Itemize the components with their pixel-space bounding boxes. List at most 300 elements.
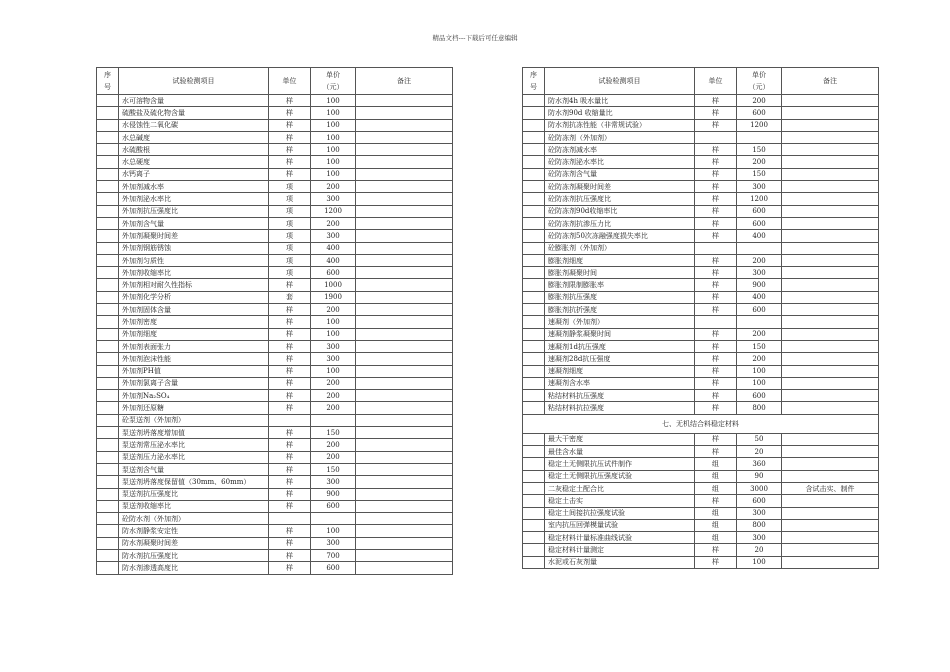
price-cell: 100 (311, 131, 356, 143)
unit-cell: 样 (695, 390, 737, 402)
price-cell: 20 (737, 544, 782, 556)
seq-cell (97, 131, 119, 143)
header-unit: 单位 (269, 68, 311, 95)
table-row (523, 131, 879, 143)
table-row (523, 402, 879, 414)
header-remark: 备注 (356, 68, 453, 95)
price-cell: 100 (311, 156, 356, 168)
price-cell: 300 (737, 181, 782, 193)
seq-cell (523, 193, 545, 205)
seq-cell (523, 95, 545, 107)
unit-cell: 项 (269, 254, 311, 266)
remark-cell (782, 193, 879, 205)
unit-cell: 样 (269, 451, 311, 463)
price-cell: 100 (311, 328, 356, 340)
item-cell: 硫酸盐及硫化物含量 (119, 107, 269, 119)
seq-cell (523, 156, 545, 168)
seq-cell (97, 279, 119, 291)
seq-cell (523, 267, 545, 279)
price-cell: 400 (737, 230, 782, 242)
remark-cell (356, 488, 453, 500)
table-row (523, 267, 879, 279)
table-row (97, 377, 453, 389)
price-cell: 150 (737, 144, 782, 156)
remark-cell (782, 390, 879, 402)
table-row (97, 488, 453, 500)
item-cell: 外加剂含气量 (119, 217, 269, 229)
remark-cell (356, 267, 453, 279)
remark-cell (782, 181, 879, 193)
table-row (523, 446, 879, 458)
item-cell: 速凝剂静浆凝聚时间 (545, 328, 695, 340)
price-table-left (96, 67, 453, 575)
unit-cell: 样 (269, 144, 311, 156)
item-cell: 稳定土无侧限抗压强度试验 (545, 470, 695, 482)
seq-cell (523, 556, 545, 568)
price-cell (737, 242, 782, 254)
table-row (523, 304, 879, 316)
remark-cell (356, 402, 453, 414)
remark-cell (782, 144, 879, 156)
table-body-right-b (523, 433, 879, 568)
remark-cell (782, 230, 879, 242)
item-cell: 速凝剂28d抗压强度 (545, 353, 695, 365)
seq-cell (523, 291, 545, 303)
price-cell: 100 (311, 525, 356, 537)
table-row (523, 328, 879, 340)
seq-cell (523, 353, 545, 365)
price-cell: 100 (737, 365, 782, 377)
remark-cell (782, 205, 879, 217)
price-cell: 100 (737, 556, 782, 568)
remark-cell (356, 439, 453, 451)
price-cell: 600 (737, 304, 782, 316)
price-cell: 200 (737, 156, 782, 168)
unit-cell: 样 (269, 353, 311, 365)
remark-cell (356, 316, 453, 328)
item-cell: 速凝剂细度 (545, 365, 695, 377)
table-row (523, 458, 879, 470)
unit-cell: 样 (695, 556, 737, 568)
seq-cell (97, 316, 119, 328)
remark-cell (782, 507, 879, 519)
table-header-row (523, 68, 879, 95)
seq-cell (523, 495, 545, 507)
item-cell: 外加剂凝聚时间差 (119, 230, 269, 242)
table-row (97, 463, 453, 475)
unit-cell: 项 (269, 205, 311, 217)
seq-cell (97, 193, 119, 205)
item-cell: 稳定材料计量标准曲线试验 (545, 532, 695, 544)
price-cell (737, 131, 782, 143)
item-cell: 速凝剂（外加剂） (545, 316, 695, 328)
item-cell: 二灰稳定土配合比 (545, 482, 695, 494)
unit-cell (695, 242, 737, 254)
table-row (97, 254, 453, 266)
seq-cell (97, 476, 119, 488)
remark-cell (356, 451, 453, 463)
seq-cell (97, 390, 119, 402)
remark-cell (782, 316, 879, 328)
seq-cell (97, 156, 119, 168)
remark-cell (356, 513, 453, 525)
price-cell: 300 (311, 340, 356, 352)
item-cell: 防水剂90d 收缩量比 (545, 107, 695, 119)
item-cell: 外加剂PH值 (119, 365, 269, 377)
remark-cell (782, 291, 879, 303)
seq-cell (523, 544, 545, 556)
unit-cell: 样 (269, 316, 311, 328)
item-cell: 防水剂凝聚时间差 (119, 537, 269, 549)
remark-cell (356, 537, 453, 549)
seq-cell (97, 168, 119, 180)
unit-cell: 样 (269, 390, 311, 402)
section-title: 七、无机结合料稳定材料 (523, 414, 879, 433)
price-cell: 100 (311, 168, 356, 180)
price-cell: 100 (737, 377, 782, 389)
price-cell: 200 (311, 304, 356, 316)
unit-cell: 样 (695, 119, 737, 131)
price-cell: 200 (311, 390, 356, 402)
item-cell: 泵送剂收缩率比 (119, 500, 269, 512)
item-cell: 砼防冻剂凝聚时间差 (545, 181, 695, 193)
item-cell: 膨胀剂细度 (545, 254, 695, 266)
remark-cell (356, 242, 453, 254)
price-cell: 100 (311, 365, 356, 377)
price-cell: 800 (737, 402, 782, 414)
price-cell (737, 316, 782, 328)
unit-cell: 样 (695, 168, 737, 180)
seq-cell (523, 519, 545, 531)
unit-cell: 样 (695, 144, 737, 156)
table-row (523, 519, 879, 531)
table-row (523, 242, 879, 254)
unit-cell: 样 (269, 439, 311, 451)
price-cell: 1200 (737, 119, 782, 131)
price-cell: 600 (311, 267, 356, 279)
item-cell: 泵送剂压力泌水率比 (119, 451, 269, 463)
seq-cell (97, 500, 119, 512)
remark-cell (356, 365, 453, 377)
unit-cell: 样 (269, 304, 311, 316)
item-cell: 外加剂细度 (119, 328, 269, 340)
item-cell: 水硫酸根 (119, 144, 269, 156)
price-cell: 300 (737, 532, 782, 544)
section-row (523, 414, 879, 433)
unit-cell: 样 (269, 562, 311, 574)
item-cell: 粘结材料抗压强度 (545, 390, 695, 402)
table-row (97, 328, 453, 340)
item-cell: 外加剂Na₂SO₄ (119, 390, 269, 402)
remark-cell (782, 446, 879, 458)
item-cell: 外加剂氯离子含量 (119, 377, 269, 389)
unit-cell: 样 (695, 402, 737, 414)
remark-cell (356, 181, 453, 193)
seq-cell (97, 254, 119, 266)
seq-cell (97, 537, 119, 549)
remark-cell (782, 470, 879, 482)
item-cell: 泵送剂抗压强度比 (119, 488, 269, 500)
price-cell: 1200 (311, 205, 356, 217)
price-cell: 600 (737, 217, 782, 229)
unit-cell: 样 (269, 328, 311, 340)
remark-cell (356, 156, 453, 168)
unit-cell: 样 (695, 446, 737, 458)
remark-cell (782, 340, 879, 352)
price-cell (311, 513, 356, 525)
table-row (97, 316, 453, 328)
seq-cell (523, 377, 545, 389)
unit-cell: 样 (269, 340, 311, 352)
seq-cell (97, 304, 119, 316)
unit-cell: 样 (269, 402, 311, 414)
item-cell: 泵送剂坍落度保留值（30mm、60mm） (119, 476, 269, 488)
remark-cell (782, 304, 879, 316)
seq-cell (523, 458, 545, 470)
remark-cell (356, 291, 453, 303)
seq-cell (97, 205, 119, 217)
price-cell: 200 (311, 377, 356, 389)
table-row (523, 279, 879, 291)
table-row (523, 119, 879, 131)
unit-cell: 样 (695, 95, 737, 107)
seq-cell (523, 304, 545, 316)
remark-cell (356, 254, 453, 266)
unit-cell: 样 (695, 365, 737, 377)
seq-cell (97, 463, 119, 475)
price-cell: 100 (311, 95, 356, 107)
price-cell: 200 (311, 439, 356, 451)
remark-cell (356, 119, 453, 131)
seq-cell (523, 119, 545, 131)
remark-cell (356, 95, 453, 107)
table-row (523, 340, 879, 352)
table-row (523, 482, 879, 494)
header-item: 试验检测项目 (119, 68, 269, 95)
item-cell: 最大干密度 (545, 433, 695, 445)
unit-cell: 样 (269, 463, 311, 475)
remark-cell (782, 254, 879, 266)
seq-cell (97, 549, 119, 561)
item-cell: 稳定材料计量测定 (545, 544, 695, 556)
item-cell: 外加剂还原糖 (119, 402, 269, 414)
remark-cell (356, 414, 453, 426)
price-table-right (522, 67, 879, 569)
seq-cell (523, 205, 545, 217)
table-row (523, 390, 879, 402)
table-row (523, 254, 879, 266)
table-body-right-a (523, 95, 879, 415)
unit-cell (269, 414, 311, 426)
seq-cell (523, 507, 545, 519)
seq-cell (523, 532, 545, 544)
table-row (97, 242, 453, 254)
remark-cell (356, 476, 453, 488)
table-row (523, 181, 879, 193)
table-row (97, 304, 453, 316)
remark-cell (356, 549, 453, 561)
remark-cell (782, 556, 879, 568)
remark-cell (782, 242, 879, 254)
table-row (97, 144, 453, 156)
unit-cell: 样 (269, 488, 311, 500)
price-cell: 3000 (737, 482, 782, 494)
item-cell: 外加剂固体含量 (119, 304, 269, 316)
table-row (97, 427, 453, 439)
item-cell: 粘结材料抗拉强度 (545, 402, 695, 414)
price-cell: 400 (311, 242, 356, 254)
seq-cell (97, 451, 119, 463)
remark-cell (356, 230, 453, 242)
price-cell: 200 (737, 254, 782, 266)
item-cell: 速凝剂1d抗压强度 (545, 340, 695, 352)
table-row (97, 181, 453, 193)
seq-cell (523, 446, 545, 458)
item-cell: 水可溶物含量 (119, 95, 269, 107)
price-cell: 600 (737, 495, 782, 507)
table-row (523, 316, 879, 328)
seq-cell (97, 230, 119, 242)
seq-cell (97, 242, 119, 254)
item-cell: 外加剂相对耐久性指标 (119, 279, 269, 291)
unit-cell: 样 (695, 544, 737, 556)
item-cell: 泵送剂含气量 (119, 463, 269, 475)
item-cell: 膨胀剂凝聚时间 (545, 267, 695, 279)
table-row (97, 562, 453, 574)
remark-cell (782, 119, 879, 131)
item-cell: 砼防冻剂90d收缩率比 (545, 205, 695, 217)
item-cell: 稳定土间接抗拉强度试验 (545, 507, 695, 519)
item-cell: 室内抗压回弹模量试验 (545, 519, 695, 531)
item-cell: 稳定土无侧限抗压试件制作 (545, 458, 695, 470)
item-cell: 砼防冻剂50次冻融强度损失率比 (545, 230, 695, 242)
seq-cell (97, 144, 119, 156)
remark-cell (356, 353, 453, 365)
remark-cell (356, 500, 453, 512)
unit-cell (695, 316, 737, 328)
seq-cell (523, 328, 545, 340)
table-row (523, 507, 879, 519)
item-cell: 最佳含水量 (545, 446, 695, 458)
item-cell: 泵送剂常压泌水率比 (119, 439, 269, 451)
price-cell: 150 (311, 463, 356, 475)
price-cell: 600 (737, 390, 782, 402)
seq-cell (97, 95, 119, 107)
item-cell: 水总碱度 (119, 131, 269, 143)
price-cell: 300 (311, 537, 356, 549)
item-cell: 防水剂抗冻性能（非常规试验） (545, 119, 695, 131)
table-row (523, 470, 879, 482)
table-header-row (97, 68, 453, 95)
seq-cell (97, 439, 119, 451)
remark-cell (356, 328, 453, 340)
remark-cell (782, 156, 879, 168)
price-cell: 300 (311, 193, 356, 205)
price-cell: 200 (737, 353, 782, 365)
section-row-group (523, 414, 879, 433)
price-cell: 300 (311, 476, 356, 488)
unit-cell: 样 (269, 549, 311, 561)
seq-cell (97, 488, 119, 500)
table-row (97, 390, 453, 402)
unit-cell: 项 (269, 217, 311, 229)
remark-cell (782, 495, 879, 507)
seq-cell (523, 242, 545, 254)
item-cell: 水侵蚀性二氧化碳 (119, 119, 269, 131)
price-cell: 1000 (311, 279, 356, 291)
seq-cell (523, 131, 545, 143)
price-cell: 100 (311, 316, 356, 328)
remark-cell (782, 107, 879, 119)
remark-cell (782, 168, 879, 180)
table-row (523, 495, 879, 507)
unit-cell: 项 (269, 267, 311, 279)
item-cell: 砼防冻剂抗压强度比 (545, 193, 695, 205)
price-cell: 900 (737, 279, 782, 291)
remark-cell (782, 365, 879, 377)
seq-cell (523, 181, 545, 193)
table-row (97, 107, 453, 119)
price-cell: 150 (737, 340, 782, 352)
seq-cell (97, 119, 119, 131)
seq-cell (523, 365, 545, 377)
remark-cell (356, 107, 453, 119)
seq-cell (97, 107, 119, 119)
table-row (97, 525, 453, 537)
item-cell: 防水剂渗透高度比 (119, 562, 269, 574)
table-row (523, 230, 879, 242)
table-row (523, 532, 879, 544)
price-cell: 150 (311, 427, 356, 439)
table-row (97, 291, 453, 303)
unit-cell: 项 (269, 181, 311, 193)
unit-cell: 样 (695, 377, 737, 389)
seq-cell (523, 470, 545, 482)
seq-cell (523, 279, 545, 291)
table-row (97, 267, 453, 279)
unit-cell: 样 (695, 495, 737, 507)
item-cell: 膨胀剂限制膨胀率 (545, 279, 695, 291)
unit-cell (269, 513, 311, 525)
seq-cell (97, 402, 119, 414)
price-cell: 600 (737, 107, 782, 119)
table-row (97, 513, 453, 525)
header-seq: 序 号 (97, 68, 119, 95)
table-row (97, 230, 453, 242)
item-cell: 外加剂泡沫性能 (119, 353, 269, 365)
price-cell: 200 (311, 181, 356, 193)
seq-cell (97, 181, 119, 193)
table-row (97, 131, 453, 143)
price-cell: 50 (737, 433, 782, 445)
item-cell: 外加剂密度 (119, 316, 269, 328)
price-cell (311, 414, 356, 426)
item-cell: 防水剂4h 吸水量比 (545, 95, 695, 107)
item-cell: 砼防冻剂含气量 (545, 168, 695, 180)
price-cell: 20 (737, 446, 782, 458)
header-price: 单价 （元） (311, 68, 356, 95)
unit-cell: 组 (695, 507, 737, 519)
item-cell: 砼防水剂（外加剂） (119, 513, 269, 525)
remark-cell (782, 279, 879, 291)
price-cell: 600 (737, 205, 782, 217)
item-cell: 膨胀剂抗折强度 (545, 304, 695, 316)
seq-cell (97, 365, 119, 377)
seq-cell (97, 217, 119, 229)
item-cell: 外加剂化学分析 (119, 291, 269, 303)
table-row (97, 119, 453, 131)
unit-cell: 套 (269, 291, 311, 303)
